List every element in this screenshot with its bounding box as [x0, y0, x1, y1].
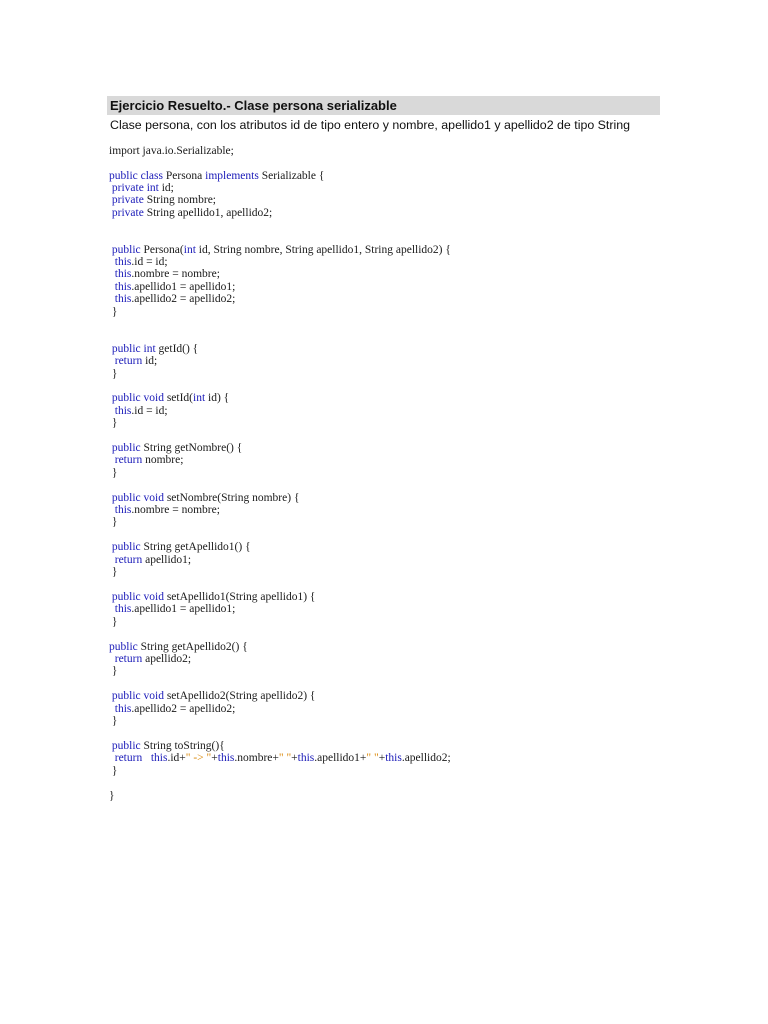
code-text: .apellido1+: [314, 752, 367, 764]
code-text: apellido2;: [142, 653, 192, 665]
code-text: String apellido1, apellido2;: [143, 207, 273, 219]
code-line: [109, 603, 235, 616]
code-keyword: private: [111, 194, 144, 206]
code-text: String getNombre() {: [140, 442, 243, 454]
code-line: [109, 293, 235, 306]
code-line: [109, 368, 117, 381]
code-line: [109, 616, 117, 629]
code-keyword: this: [150, 752, 168, 764]
code-text: }: [109, 516, 118, 528]
code-keyword: this: [385, 752, 402, 764]
code-keyword: public: [111, 244, 141, 256]
code-keyword: class: [140, 170, 163, 182]
code-keyword: public: [111, 392, 141, 404]
code-line: [109, 207, 272, 220]
code-text: .apellido1 = apellido1;: [131, 603, 236, 615]
code-text: }: [109, 790, 115, 802]
code-text: }: [109, 467, 118, 479]
code-text: }: [109, 417, 118, 429]
code-text: }: [109, 306, 118, 318]
code-text: .nombre = nombre;: [131, 504, 220, 516]
code-text: apellido1;: [142, 554, 192, 566]
code-line: [109, 765, 117, 778]
code-text: }: [109, 715, 118, 727]
code-text: Serializable {: [258, 170, 325, 182]
code-keyword: public: [109, 641, 138, 653]
code-line: [109, 145, 234, 158]
code-text: .apellido1 = apellido1;: [131, 281, 236, 293]
code-text: id) {: [205, 392, 230, 404]
code-keyword: void: [143, 492, 164, 504]
code-keyword: this: [114, 504, 132, 516]
code-line: [109, 541, 251, 554]
code-keyword: implements: [205, 170, 259, 182]
code-keyword: public: [111, 740, 141, 752]
code-keyword: int: [146, 182, 159, 194]
code-line: [109, 417, 117, 430]
code-text: }: [109, 368, 118, 380]
code-line: [109, 752, 451, 765]
code-text: nombre;: [142, 454, 184, 466]
code-keyword: this: [114, 703, 132, 715]
page-subtitle: Clase persona, con los atributos id de tipo entero y nombre, apellido1 y apellido2 de tipo String: [110, 118, 631, 132]
code-keyword: int: [193, 392, 206, 404]
code-keyword: return: [114, 653, 143, 665]
code-text: }: [109, 765, 118, 777]
code-text: id;: [142, 355, 158, 367]
code-text: }: [109, 665, 118, 677]
code-keyword: public: [111, 690, 141, 702]
code-keyword: private: [111, 182, 144, 194]
code-keyword: this: [297, 752, 315, 764]
code-text: .nombre = nombre;: [131, 268, 220, 280]
code-text: }: [109, 566, 118, 578]
code-keyword: return: [114, 752, 143, 764]
code-line: [109, 703, 235, 716]
code-text: setNombre(String nombre) {: [163, 492, 300, 504]
code-string: " ": [366, 752, 379, 764]
code-line: [109, 690, 315, 703]
code-line: [109, 554, 191, 567]
code-line: [109, 653, 191, 666]
page-title: Ejercicio Resuelto.- Clase persona serializable: [110, 98, 397, 113]
code-text: String nombre;: [143, 194, 217, 206]
code-text: +: [291, 752, 298, 764]
code-line: [109, 516, 117, 529]
code-text: }: [109, 616, 118, 628]
code-text: id, String nombre, String apellido1, String apellido2) {: [195, 244, 451, 256]
code-keyword: this: [217, 752, 235, 764]
code-text: id;: [158, 182, 174, 194]
code-text: setId(: [163, 392, 194, 404]
code-keyword: private: [111, 207, 144, 219]
code-text: .id = id;: [131, 256, 168, 268]
code-keyword: this: [114, 268, 132, 280]
code-line: [109, 194, 216, 207]
code-text: String getApellido2() {: [137, 641, 248, 653]
code-keyword: int: [183, 244, 196, 256]
code-line: [109, 268, 220, 281]
code-keyword: void: [143, 392, 164, 404]
code-text: .apellido2;: [401, 752, 451, 764]
code-text: Persona(: [140, 244, 184, 256]
code-string: " ": [278, 752, 292, 764]
code-keyword: this: [114, 293, 132, 305]
code-text: getId() {: [155, 343, 199, 355]
code-keyword: void: [143, 591, 164, 603]
code-keyword: this: [114, 281, 132, 293]
code-text: [142, 752, 151, 764]
code-keyword: public: [111, 442, 141, 454]
code-line: [109, 467, 117, 480]
code-line: [109, 392, 229, 405]
code-keyword: public: [109, 170, 138, 182]
code-line: [109, 566, 117, 579]
code-keyword: void: [143, 690, 164, 702]
code-line: [109, 355, 157, 368]
code-line: [109, 504, 220, 517]
code-keyword: public: [111, 591, 141, 603]
code-keyword: public: [111, 541, 141, 553]
code-text: +: [378, 752, 386, 764]
code-line: [109, 405, 168, 418]
code-text: Persona: [162, 170, 206, 182]
code-text: .apellido2 = apellido2;: [131, 293, 236, 305]
code-text: import java.io.Serializable;: [109, 145, 234, 157]
code-keyword: public: [111, 343, 141, 355]
code-keyword: return: [114, 355, 143, 367]
code-text: String toString(){: [140, 740, 225, 752]
code-text: .id+: [167, 752, 186, 764]
code-line: [109, 665, 117, 678]
code-line: [109, 790, 115, 803]
code-text: .apellido2 = apellido2;: [131, 703, 236, 715]
code-string: " -> ": [185, 752, 212, 764]
code-keyword: return: [114, 454, 143, 466]
title-banner: [107, 96, 660, 115]
code-keyword: return: [114, 554, 143, 566]
code-text: setApellido1(String apellido1) {: [163, 591, 316, 603]
code-text: .nombre+: [234, 752, 279, 764]
code-text: setApellido2(String apellido2) {: [163, 690, 316, 702]
code-line: [109, 454, 183, 467]
code-keyword: this: [114, 256, 132, 268]
code-keyword: public: [111, 492, 141, 504]
code-line: [109, 306, 117, 319]
code-text: +: [211, 752, 218, 764]
code-keyword: int: [143, 343, 156, 355]
code-keyword: this: [114, 405, 132, 417]
code-line: [109, 715, 117, 728]
code-text: String getApellido1() {: [140, 541, 251, 553]
code-keyword: this: [114, 603, 132, 615]
code-text: .id = id;: [131, 405, 168, 417]
